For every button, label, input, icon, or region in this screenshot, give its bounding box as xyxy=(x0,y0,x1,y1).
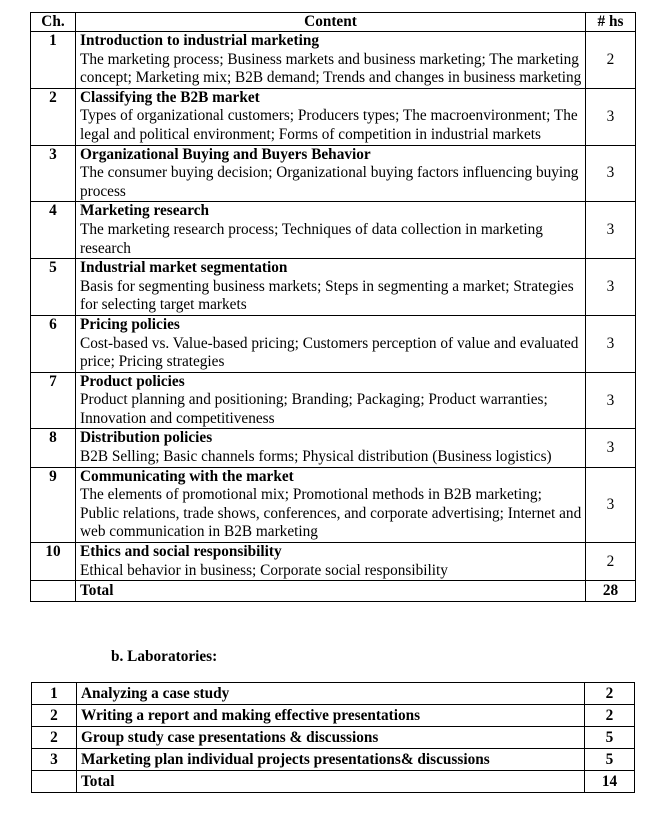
chapter-title: Industrial market segmentation xyxy=(80,259,288,277)
table-row xyxy=(31,543,636,581)
chapter-title: Ethics and social responsibility xyxy=(80,543,282,561)
lab-hours: 5 xyxy=(585,749,635,771)
chapter-hours: 3 xyxy=(586,315,636,372)
chapter-content xyxy=(76,543,586,581)
chapter-content xyxy=(76,88,586,145)
chapter-content xyxy=(76,259,586,316)
chapter-topics: Product planning and positioning; Branding; Packaging; Product warranties; Innovation and competitiveness xyxy=(80,391,548,427)
chapter-title: Organizational Buying and Buyers Behavior xyxy=(80,145,371,163)
header-content: Content xyxy=(76,13,586,32)
lab-hours: 2 xyxy=(585,705,635,727)
chapter-topics: Types of organizational customers; Producers types; The macroenvironment; The legal and political environment; Forms of competition in industrial markets xyxy=(80,107,578,143)
chapter-topics: Ethical behavior in business; Corporate social responsibility xyxy=(80,561,448,579)
lab-table-body xyxy=(32,683,635,793)
lab-number: 1 xyxy=(32,683,77,705)
chapter-content xyxy=(76,32,586,89)
chapter-topics: The consumer buying decision; Organizational buying factors influencing buying process xyxy=(80,164,579,200)
chapter-number: 2 xyxy=(31,88,76,145)
chapter-content xyxy=(76,202,586,259)
lab-row xyxy=(32,727,635,749)
table-row xyxy=(31,315,636,372)
course-content-table xyxy=(30,12,636,602)
chapter-hours: 3 xyxy=(586,259,636,316)
lab-row xyxy=(32,683,635,705)
lab-total-hours: 14 xyxy=(585,771,635,793)
chapter-hours: 3 xyxy=(586,372,636,429)
lab-title: Marketing plan individual projects presentations& discussions xyxy=(77,749,585,771)
chapter-hours: 3 xyxy=(586,88,636,145)
lab-total-row xyxy=(32,771,635,793)
lab-row xyxy=(32,749,635,771)
chapter-hours: 3 xyxy=(586,467,636,542)
table-row xyxy=(31,429,636,467)
chapter-content xyxy=(76,145,586,202)
chapter-title: Distribution policies xyxy=(80,429,213,447)
chapter-topics: The marketing process; Business markets and business marketing; The marketing concept; Marketing mix; B2B demand; Trends and changes in business marketing xyxy=(80,50,582,87)
table-row xyxy=(31,202,636,259)
chapter-hours: 3 xyxy=(586,145,636,202)
chapter-number: 3 xyxy=(31,145,76,202)
chapter-number: 10 xyxy=(31,543,76,581)
header-chapter: Ch. xyxy=(31,13,76,32)
chapter-number: 9 xyxy=(31,467,76,542)
table-row xyxy=(31,32,636,89)
table-row xyxy=(31,259,636,316)
chapter-title: Marketing research xyxy=(80,202,210,220)
chapter-hours: 2 xyxy=(586,543,636,581)
lab-hours: 2 xyxy=(585,683,635,705)
chapter-hours: 3 xyxy=(586,202,636,259)
chapter-content xyxy=(76,467,586,542)
lab-row xyxy=(32,705,635,727)
table-header-row xyxy=(31,13,636,32)
table-row xyxy=(31,467,636,542)
total-hours: 28 xyxy=(586,581,636,602)
table-row xyxy=(31,372,636,429)
chapter-title: Product policies xyxy=(80,372,185,390)
chapter-topics: Cost-based vs. Value-based pricing; Customers perception of value and evaluated price; Pricing strategies xyxy=(80,334,579,371)
lab-hours: 5 xyxy=(585,727,635,749)
chapter-content xyxy=(76,315,586,372)
chapter-hours: 3 xyxy=(586,429,636,467)
chapter-number: 6 xyxy=(31,315,76,372)
laboratories-heading: b. Laboratories: xyxy=(111,648,218,665)
chapter-topics: The marketing research process; Techniques of data collection in marketing research xyxy=(80,220,543,257)
chapter-title: Introduction to industrial marketing xyxy=(80,32,319,49)
header-hours: # hs xyxy=(586,13,636,32)
chapter-number: 8 xyxy=(31,429,76,467)
table-row xyxy=(31,145,636,202)
lab-number: 3 xyxy=(32,749,77,771)
chapter-hours: 2 xyxy=(586,32,636,89)
lab-total-label: Total xyxy=(77,771,585,793)
total-label: Total xyxy=(76,581,586,602)
chapter-title: Pricing policies xyxy=(80,315,180,333)
table-row xyxy=(31,88,636,145)
lab-title: Group study case presentations & discussions xyxy=(77,727,585,749)
chapter-title: Communicating with the market xyxy=(80,467,294,485)
chapter-number: 4 xyxy=(31,202,76,259)
chapter-content xyxy=(76,372,586,429)
chapter-number: 1 xyxy=(31,32,76,89)
lab-title: Analyzing a case study xyxy=(77,683,585,705)
chapter-content xyxy=(76,429,586,467)
chapter-number: 5 xyxy=(31,259,76,316)
lab-number: 2 xyxy=(32,727,77,749)
chapter-topics: The elements of promotional mix; Promotional methods in B2B marketing; Public relations, trade shows, conferences, and corporate advertising; Internet and web communication in B2B marketing xyxy=(80,486,582,541)
total-empty-cell xyxy=(31,581,76,602)
chapter-number: 7 xyxy=(31,372,76,429)
chapter-title: Classifying the B2B market xyxy=(80,88,260,106)
laboratories-table xyxy=(31,682,635,793)
lab-title: Writing a report and making effective presentations xyxy=(77,705,585,727)
lab-number: 2 xyxy=(32,705,77,727)
chapter-topics: Basis for segmenting business markets; Steps in segmenting a market; Strategies for selecting target markets xyxy=(80,277,574,314)
chapter-topics: B2B Selling; Basic channels forms; Physical distribution (Business logistics) xyxy=(80,448,552,466)
total-row xyxy=(31,581,636,602)
course-table-body xyxy=(31,32,636,602)
lab-total-empty-cell xyxy=(32,771,77,793)
